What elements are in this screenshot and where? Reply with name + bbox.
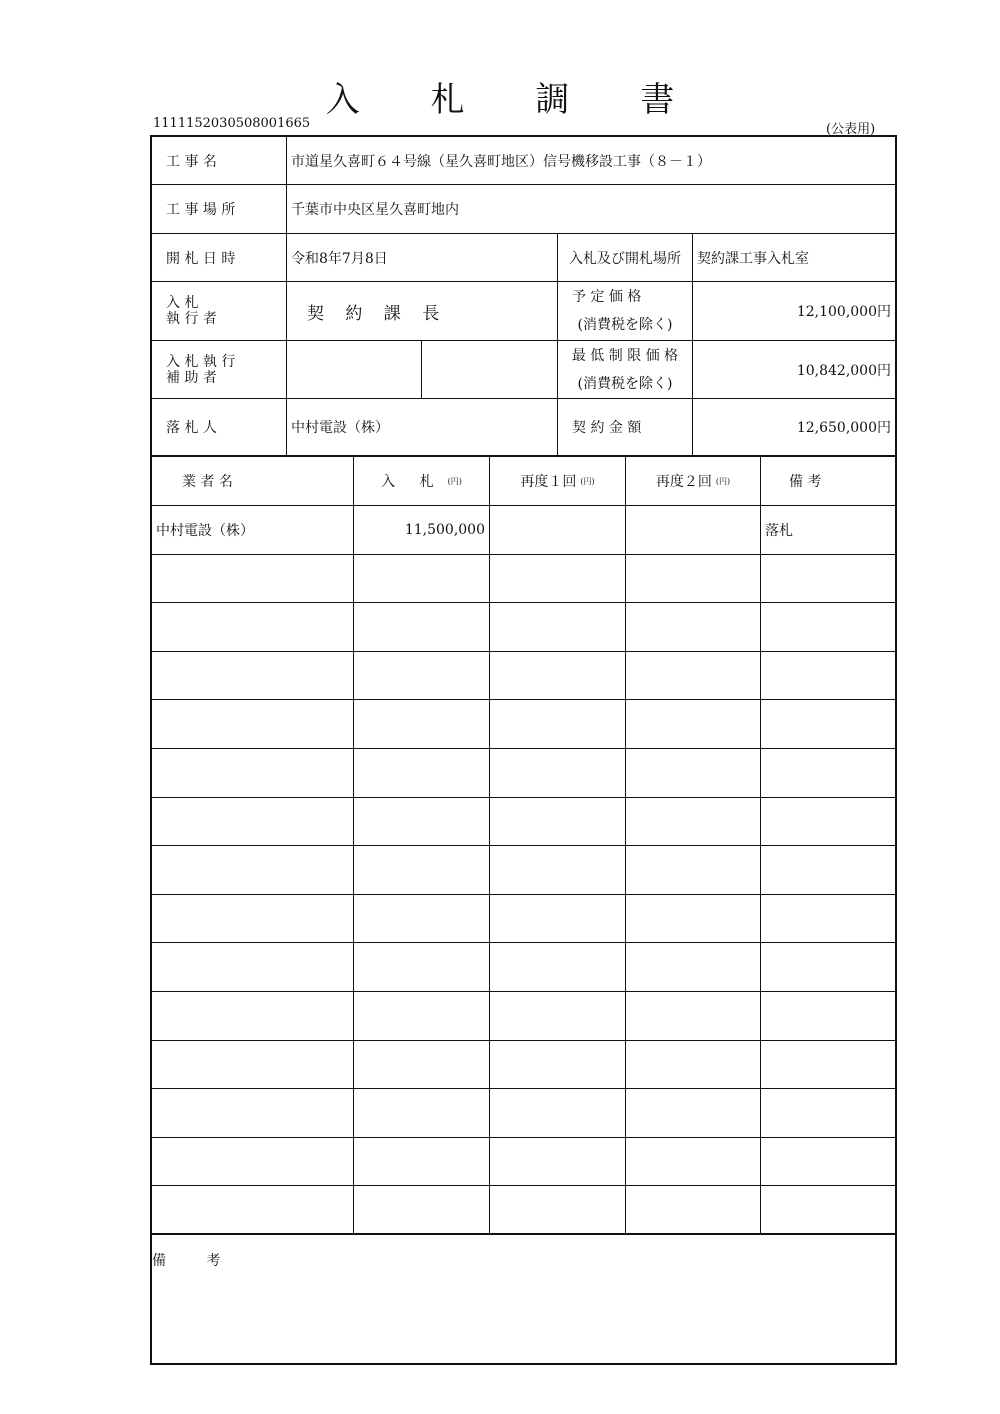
header-bid: 入 札 (円) bbox=[354, 457, 490, 506]
row-company bbox=[152, 798, 354, 847]
row-company bbox=[152, 1138, 354, 1187]
row-company bbox=[152, 652, 354, 701]
planned-price-label: 予 定 価 格 (消費税を除く) bbox=[558, 282, 693, 341]
row-rebid-2 bbox=[626, 652, 761, 701]
row-remarks bbox=[761, 749, 895, 798]
row-rebid-2 bbox=[626, 846, 761, 895]
document-title: 入 札 調 書 bbox=[325, 80, 705, 120]
row-rebid-2 bbox=[626, 700, 761, 749]
row-remarks bbox=[761, 895, 895, 944]
row-remarks: 落札 bbox=[761, 506, 895, 555]
row-bid bbox=[354, 700, 490, 749]
executor-value: 契 約 課 長 bbox=[287, 282, 558, 341]
row-bid bbox=[354, 895, 490, 944]
row-remarks bbox=[761, 943, 895, 992]
location-label: 工 事 場 所 bbox=[152, 185, 287, 234]
row-rebid-1 bbox=[490, 846, 626, 895]
row-company bbox=[152, 895, 354, 944]
row-bid bbox=[354, 798, 490, 847]
project-name-value: 市道星久喜町６４号線（星久喜町地区）信号機移設工事（８－１） bbox=[287, 137, 895, 185]
row-rebid-2 bbox=[626, 506, 761, 555]
row-company bbox=[152, 1186, 354, 1235]
row-remarks bbox=[761, 555, 895, 604]
row-rebid-2 bbox=[626, 749, 761, 798]
row-company bbox=[152, 700, 354, 749]
row-rebid-2 bbox=[626, 1138, 761, 1187]
header-remarks: 備 考 bbox=[761, 457, 895, 506]
row-remarks bbox=[761, 846, 895, 895]
row-company bbox=[152, 555, 354, 604]
document-number: 1111152030508001665 bbox=[153, 116, 311, 131]
row-rebid-2 bbox=[626, 798, 761, 847]
row-rebid-2 bbox=[626, 943, 761, 992]
row-bid bbox=[354, 846, 490, 895]
row-rebid-1 bbox=[490, 1138, 626, 1187]
row-bid bbox=[354, 943, 490, 992]
opening-date-label: 開 札 日 時 bbox=[152, 234, 287, 282]
project-name-label: 工 事 名 bbox=[152, 137, 287, 185]
row-rebid-1 bbox=[490, 1186, 626, 1235]
row-remarks bbox=[761, 992, 895, 1041]
row-company bbox=[152, 943, 354, 992]
row-rebid-1 bbox=[490, 895, 626, 944]
row-company bbox=[152, 749, 354, 798]
row-rebid-1 bbox=[490, 652, 626, 701]
header-rebid-2: 再度２回 (円) bbox=[626, 457, 761, 506]
row-bid bbox=[354, 603, 490, 652]
row-remarks bbox=[761, 1186, 895, 1235]
row-rebid-1 bbox=[490, 603, 626, 652]
row-remarks bbox=[761, 1089, 895, 1138]
executor-label: 入 札 執 行 者 bbox=[152, 282, 287, 341]
row-remarks bbox=[761, 700, 895, 749]
header-company: 業 者 名 bbox=[152, 457, 354, 506]
row-company bbox=[152, 992, 354, 1041]
venue-label: 入札及び開札場所 bbox=[558, 234, 693, 282]
row-bid bbox=[354, 992, 490, 1041]
opening-date-value: 令和8年7月8日 bbox=[287, 234, 558, 282]
row-rebid-1 bbox=[490, 555, 626, 604]
public-use-label: (公表用) bbox=[826, 122, 876, 137]
row-rebid-2 bbox=[626, 603, 761, 652]
assistant-value-2 bbox=[422, 341, 558, 399]
row-rebid-1 bbox=[490, 798, 626, 847]
contract-amount-label: 契 約 金 額 bbox=[558, 399, 693, 457]
winner-value: 中村電設（株） bbox=[287, 399, 558, 457]
assistant-value-1 bbox=[287, 341, 422, 399]
assistant-label: 入 札 執 行 補 助 者 bbox=[152, 341, 287, 399]
row-rebid-1 bbox=[490, 1089, 626, 1138]
row-remarks bbox=[761, 1138, 895, 1187]
row-remarks bbox=[761, 798, 895, 847]
min-price-value: 10,842,000円 bbox=[693, 341, 895, 399]
row-rebid-2 bbox=[626, 1186, 761, 1235]
remarks-label: 備 考 bbox=[152, 1253, 239, 1269]
winner-label: 落 札 人 bbox=[152, 399, 287, 457]
row-rebid-1 bbox=[490, 992, 626, 1041]
row-remarks bbox=[761, 603, 895, 652]
row-company bbox=[152, 1041, 354, 1090]
row-rebid-1 bbox=[490, 700, 626, 749]
row-remarks bbox=[761, 652, 895, 701]
row-bid bbox=[354, 1138, 490, 1187]
row-company bbox=[152, 1089, 354, 1138]
row-rebid-2 bbox=[626, 1041, 761, 1090]
row-rebid-1 bbox=[490, 943, 626, 992]
row-bid bbox=[354, 555, 490, 604]
location-value: 千葉市中央区星久喜町地内 bbox=[287, 185, 895, 234]
contract-amount-value: 12,650,000円 bbox=[693, 399, 895, 457]
row-bid bbox=[354, 1041, 490, 1090]
row-remarks bbox=[761, 1041, 895, 1090]
row-rebid-1 bbox=[490, 749, 626, 798]
row-bid bbox=[354, 1089, 490, 1138]
min-price-label: 最 低 制 限 価 格 (消費税を除く) bbox=[558, 341, 693, 399]
row-rebid-1 bbox=[490, 1041, 626, 1090]
row-company bbox=[152, 846, 354, 895]
row-rebid-1 bbox=[490, 506, 626, 555]
row-rebid-2 bbox=[626, 1089, 761, 1138]
header-rebid-1: 再度１回 (円) bbox=[490, 457, 626, 506]
planned-price-value: 12,100,000円 bbox=[693, 282, 895, 341]
row-rebid-2 bbox=[626, 992, 761, 1041]
row-rebid-2 bbox=[626, 895, 761, 944]
row-company bbox=[152, 603, 354, 652]
row-bid bbox=[354, 652, 490, 701]
row-bid bbox=[354, 1186, 490, 1235]
row-rebid-2 bbox=[626, 555, 761, 604]
row-bid bbox=[354, 749, 490, 798]
row-bid: 11,500,000 bbox=[354, 506, 490, 555]
row-company: 中村電設（株） bbox=[152, 506, 354, 555]
venue-value: 契約課工事入札室 bbox=[693, 234, 895, 282]
